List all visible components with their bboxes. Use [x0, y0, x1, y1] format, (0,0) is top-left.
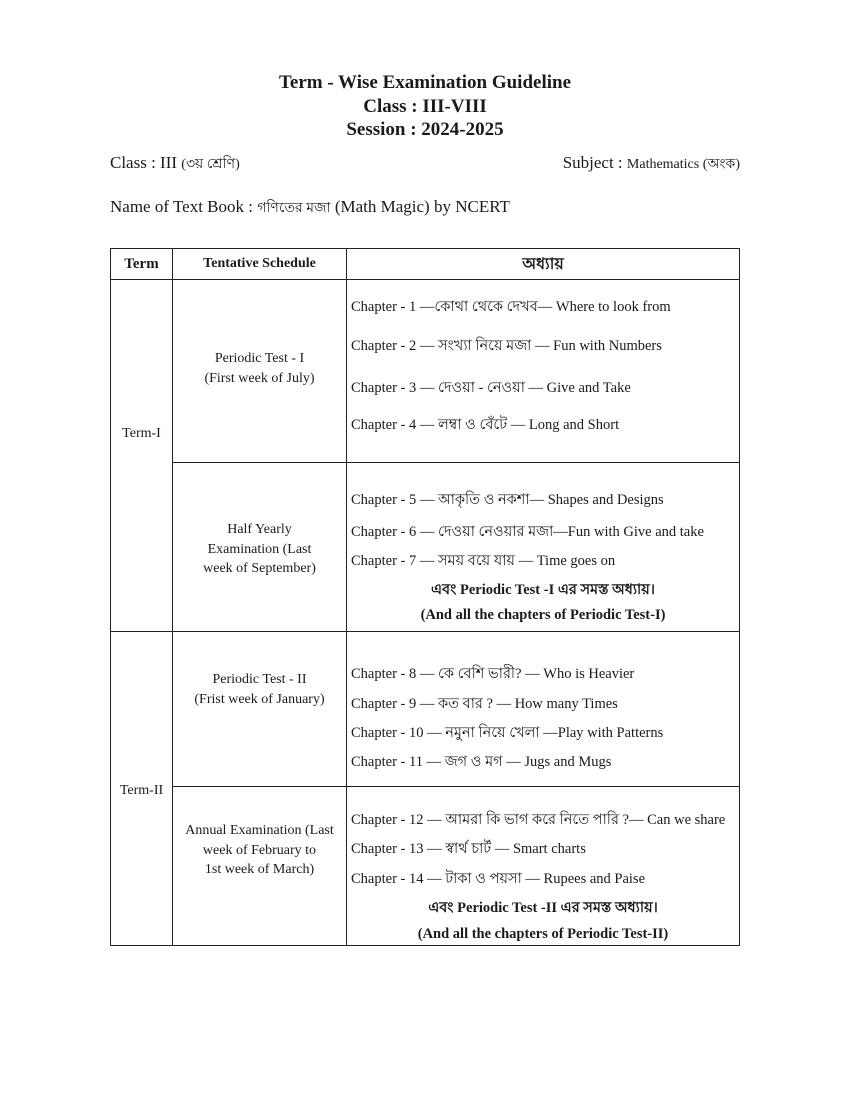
class-subject-row [110, 152, 740, 176]
chapter-item: Chapter - 9 — কত বার ? — How many Times [351, 696, 618, 712]
chapter-item: Chapter - 1 —কোথা থেকে দেখব— Where to look from [351, 299, 671, 315]
chapter-item: Chapter - 6 — দেওয়া নেওয়ার মজা—Fun with Give and take [351, 524, 704, 540]
header-chapters: অধ্যায় [522, 255, 564, 273]
subject-value: Mathematics (অংক) [626, 157, 740, 172]
chapter-item: Chapter - 12 — আমরা কি ভাগ করে নিতে পারি ?— Can we share [351, 812, 726, 828]
chapter-item: Chapter - 13 — স্বার্থ চার্ট — Smart charts [351, 841, 586, 857]
chapter-item: Chapter - 5 — আকৃতি ও নকশা— Shapes and Designs [351, 492, 664, 508]
textbook-english-name: (Math Magic) by NCERT [334, 197, 510, 216]
class-range: Class : III-VIII [363, 95, 487, 117]
header-term: Term [124, 255, 159, 272]
chapter-item: Chapter - 8 — কে বেশি ভারী? — Who is Heavier [351, 666, 635, 682]
chapter-item: Chapter - 10 — নমুনা নিয়ে খেলা —Play with Patterns [351, 725, 664, 741]
chapter-item: Chapter - 4 — লম্বা ও বেঁটে — Long and Short [351, 417, 620, 433]
class-label: Class : III [110, 153, 178, 172]
periodic-note-bengali: এবং Periodic Test -I এর সমস্ত অধ্যায়। [431, 582, 655, 598]
chapter-item: Chapter - 11 — জগ ও মগ — Jugs and Mugs [351, 754, 612, 770]
textbook-label: Name of Text Book : [110, 197, 253, 216]
schedule-cell: Half Yearly Examination (Last week of September) [203, 522, 316, 576]
chapter-item: Chapter - 3 — দেওয়া - নেওয়া — Give and Take [351, 380, 631, 396]
row-divider [173, 786, 739, 787]
header-schedule: Tentative Schedule [203, 256, 316, 271]
term-label: Term-II [119, 783, 164, 798]
subject-label: Subject : [562, 153, 623, 172]
class-bengali: (৩য় শ্রেণি) [181, 157, 240, 172]
session: Session : 2024-2025 [346, 119, 504, 140]
chapter-item: Chapter - 2 — সংখ্যা নিয়ে মজা — Fun with Numbers [351, 338, 662, 354]
document-title: Term - Wise Examination Guideline [278, 72, 572, 93]
periodic-note-english: (And all the chapters of Periodic Test-I) [420, 607, 666, 623]
header-divider [111, 279, 739, 280]
schedule-cell: Annual Examination (Last week of February to 1st week of March) [185, 823, 334, 877]
textbook-bengali-name: গণিতের মজা [257, 201, 331, 216]
subject-info [563, 152, 740, 176]
chapter-item: Chapter - 7 — সময় বয়ে যায় — Time goes on [351, 553, 616, 569]
schedule-cell: Periodic Test - I (First week of July) [204, 351, 315, 386]
textbook-line [110, 196, 510, 220]
schedule-table [110, 248, 740, 946]
periodic-note-bengali: এবং Periodic Test -II এর সমস্ত অধ্যায়। [428, 900, 658, 916]
term-divider [111, 631, 739, 632]
chapter-item: Chapter - 14 — টাকা ও পয়সা — Rupees and Paise [351, 871, 646, 887]
periodic-note-english: (And all the chapters of Periodic Test-II) [417, 926, 669, 942]
row-divider [173, 462, 739, 463]
term-label: Term-I [122, 426, 161, 441]
schedule-cell: Periodic Test - II (Frist week of January) [194, 672, 325, 707]
document-header [0, 71, 850, 142]
class-info [110, 152, 240, 176]
